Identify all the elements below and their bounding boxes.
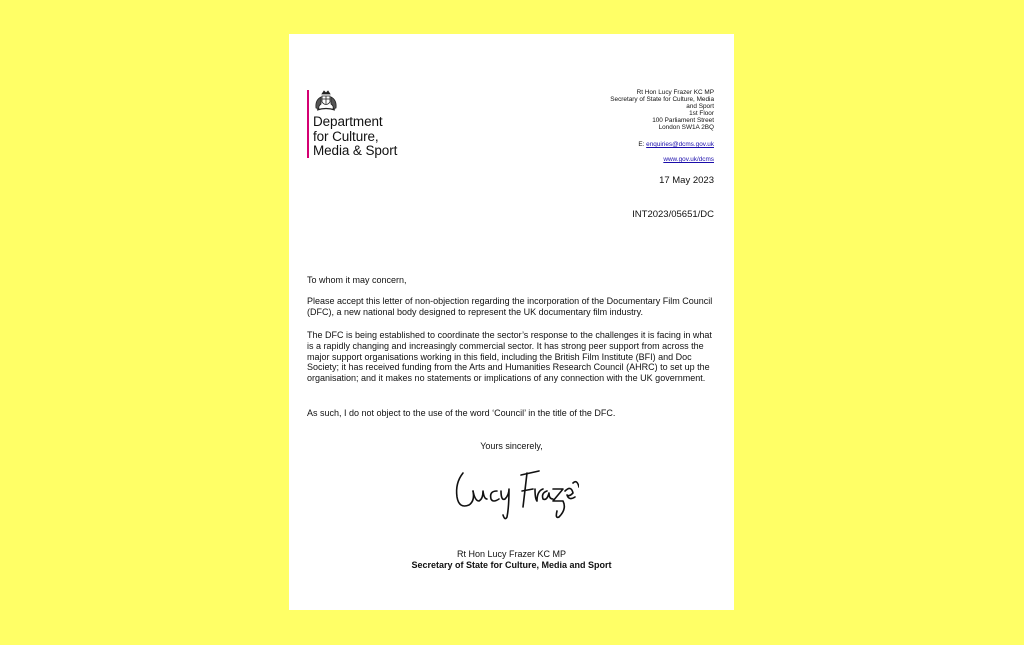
letter-date: 17 May 2023 [659,175,714,186]
website-link[interactable]: www.gov.uk/dcms [663,156,714,163]
paragraph-3: As such, I do not object to the use of the word ‘Council’ in the title of the DFC. [307,408,616,418]
royal-coat-of-arms-icon [313,90,339,112]
sender-address [610,90,714,131]
email-link[interactable]: enquiries@dcms.gov.uk [646,141,714,148]
department-line-1: Department [313,114,383,129]
closing: Yours sincerely, [480,441,543,451]
address-line: and Sport [686,102,714,110]
letter-page [289,34,734,610]
department-line-3: Media & Sport [313,143,398,158]
address-line: London SW1A 2BQ [658,123,714,131]
paragraph-2: The DFC is being established to coordinate the sector’s response to the challenges it is facing in what is a rapidly changing and increasingly commercial sector. It has strong peer support from across the major support organisations working in this field, including the British Film Institute (BFI) and Doc Society; it has received funding from the Arts and Humanities Research Council (AHRC) to set up the organisation; and it makes no statements or implications of any connection with the UK government. [307,330,712,384]
email-prefix: E: [638,141,645,148]
logo-accent-bar [307,90,309,158]
letter-reference: INT2023/05651/DC [632,209,714,220]
signatory-name: Rt Hon Lucy Frazer KC MP [456,549,567,559]
paragraph-1: Please accept this letter of non-objection regarding the incorporation of the Documentary Film Council (DFC), a new national body designed to represent the UK documentary film industry. [307,296,713,317]
website-line [663,156,714,163]
email-line [638,141,714,148]
address-line: 100 Parliament Street [652,116,714,124]
signatory-title: Secretary of State for Culture, Media and Sport [411,560,612,570]
address-line: 1st Floor [689,109,714,117]
address-line: Rt Hon Lucy Frazer KC MP [636,89,714,96]
department-line-2: for Culture, [313,128,379,144]
department-name [313,115,397,159]
address-line: Secretary of State for Culture, Media [610,95,714,103]
handwritten-signature [449,461,579,523]
salutation: To whom it may concern, [307,275,407,285]
